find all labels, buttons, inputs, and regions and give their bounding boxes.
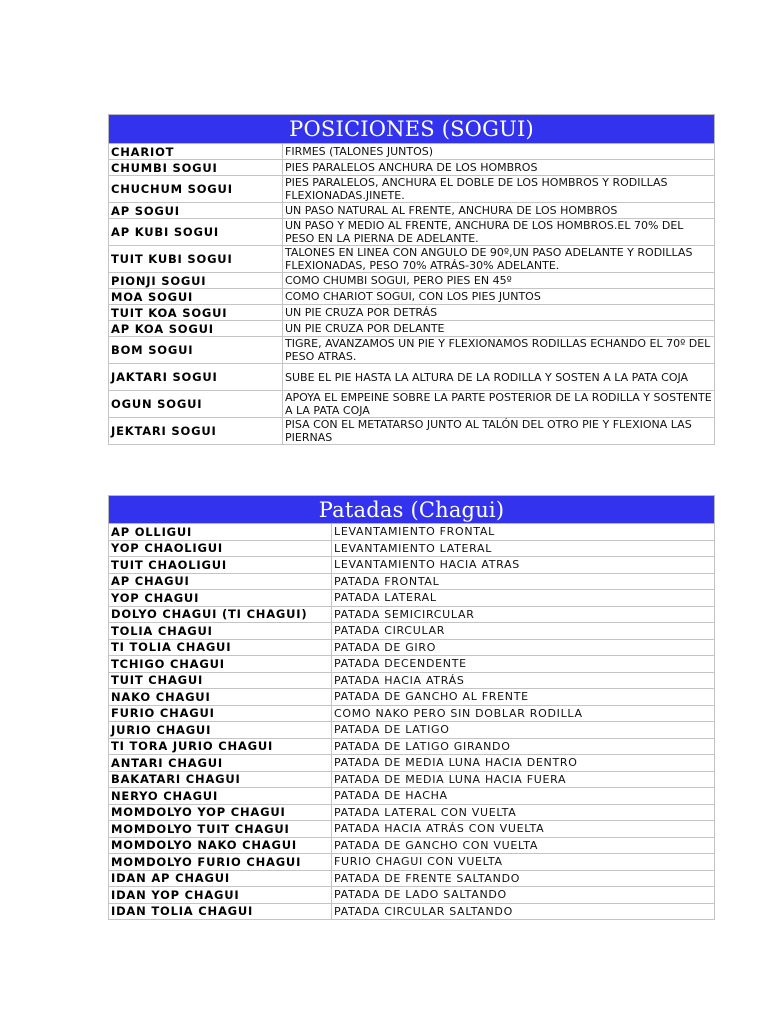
table-row [109, 203, 715, 219]
row-description: COMO CHARIOT SOGUI, CON LOS PIES JUNTOS [283, 289, 715, 305]
row-term: CHUCHUM SOGUI [109, 176, 283, 203]
positions-title: POSICIONES (SOGUI) [109, 115, 715, 144]
row-term: TUIT CHAOLIGUI [109, 557, 332, 574]
table-row [109, 738, 715, 755]
table-row [109, 321, 715, 337]
row-term: MOMDOLYO YOP CHAGUI [109, 804, 332, 821]
row-description: LEVANTAMIENTO LATERAL [332, 540, 715, 557]
table-row [109, 606, 715, 623]
kicks-table [108, 495, 715, 920]
row-description: PATADA SEMICIRCULAR [332, 606, 715, 623]
row-description: PATADA DE HACHA [332, 788, 715, 805]
row-description: UN PIE CRUZA POR DELANTE [283, 321, 715, 337]
row-term: ANTARI CHAGUI [109, 755, 332, 772]
table-row [109, 246, 715, 273]
row-description: PIES PARALELOS ANCHURA DE LOS HOMBROS [283, 160, 715, 176]
table-row [109, 524, 715, 541]
row-term: BOM SOGUI [109, 337, 283, 364]
row-term: TUIT CHAGUI [109, 672, 332, 689]
row-description: PATADA HACIA ATRÁS [332, 672, 715, 689]
row-description: PATADA DE MEDIA LUNA HACIA DENTRO [332, 755, 715, 772]
kicks-title: Patadas (Chagui) [109, 496, 715, 524]
table-row [109, 176, 715, 203]
table-row [109, 289, 715, 305]
row-description: TALONES EN LINEA CON ANGULO DE 90º,UN PASO ADELANTE Y RODILLAS FLEXIONADAS, PESO 70% ATRÁS-30% ADELANTE. [283, 246, 715, 273]
table-row [109, 903, 715, 920]
row-term: TOLIA CHAGUI [109, 623, 332, 640]
table-row [109, 755, 715, 772]
row-term: NERYO CHAGUI [109, 788, 332, 805]
row-term: OGUN SOGUI [109, 391, 283, 418]
table-row [109, 144, 715, 160]
row-term: AP OLLIGUI [109, 524, 332, 541]
row-term: AP SOGUI [109, 203, 283, 219]
row-description: APOYA EL EMPEINE SOBRE LA PARTE POSTERIOR DE LA RODILLA Y SOSTENTE A LA PATA COJA [283, 391, 715, 418]
row-term: NAKO CHAGUI [109, 689, 332, 706]
row-description: SUBE EL PIE HASTA LA ALTURA DE LA RODILLA Y SOSTEN A LA PATA COJA [283, 364, 715, 391]
row-term: TI TOLIA CHAGUI [109, 639, 332, 656]
table-row [109, 837, 715, 854]
table-row [109, 804, 715, 821]
row-term: JURIO CHAGUI [109, 722, 332, 739]
row-term: BAKATARI CHAGUI [109, 771, 332, 788]
table-row [109, 573, 715, 590]
kicks-body [109, 524, 715, 920]
row-description: PATADA DE MEDIA LUNA HACIA FUERA [332, 771, 715, 788]
table-row [109, 219, 715, 246]
row-term: AP KOA SOGUI [109, 321, 283, 337]
row-description: PATADA DE GANCHO CON VUELTA [332, 837, 715, 854]
table-row [109, 590, 715, 607]
row-term: YOP CHAGUI [109, 590, 332, 607]
table-row [109, 821, 715, 838]
row-description: LEVANTAMIENTO HACIA ATRAS [332, 557, 715, 574]
table-row [109, 540, 715, 557]
row-term: IDAN AP CHAGUI [109, 870, 332, 887]
table-row [109, 557, 715, 574]
row-description: PATADA FRONTAL [332, 573, 715, 590]
table-row [109, 854, 715, 871]
table-row [109, 391, 715, 418]
table-row [109, 870, 715, 887]
table-row [109, 722, 715, 739]
row-description: COMO CHUMBI SOGUI, PERO PIES EN 45º [283, 273, 715, 289]
table-row [109, 273, 715, 289]
row-term: TUIT KUBI SOGUI [109, 246, 283, 273]
row-description: PATADA DE LATIGO GIRANDO [332, 738, 715, 755]
row-description: LEVANTAMIENTO FRONTAL [332, 524, 715, 541]
row-description: COMO NAKO PERO SIN DOBLAR RODILLA [332, 705, 715, 722]
table-row [109, 771, 715, 788]
row-term: JEKTARI SOGUI [109, 418, 283, 445]
row-term: MOMDOLYO FURIO CHAGUI [109, 854, 332, 871]
row-term: PIONJI SOGUI [109, 273, 283, 289]
row-term: MOMDOLYO NAKO CHAGUI [109, 837, 332, 854]
table-row [109, 689, 715, 706]
row-description: PATADA DE LADO SALTANDO [332, 887, 715, 904]
row-term: TI TORA JURIO CHAGUI [109, 738, 332, 755]
table-row [109, 705, 715, 722]
row-description: PATADA LATERAL [332, 590, 715, 607]
row-description: PATADA DECENDENTE [332, 656, 715, 673]
row-term: TCHIGO CHAGUI [109, 656, 332, 673]
row-description: PATADA HACIA ATRÁS CON VUELTA [332, 821, 715, 838]
row-description: FIRMES (TALONES JUNTOS) [283, 144, 715, 160]
row-term: MOMDOLYO TUIT CHAGUI [109, 821, 332, 838]
row-description: PATADA CIRCULAR [332, 623, 715, 640]
row-description: PATADA CIRCULAR SALTANDO [332, 903, 715, 920]
row-description: PATADA DE FRENTE SALTANDO [332, 870, 715, 887]
row-description: UN PASO NATURAL AL FRENTE, ANCHURA DE LOS HOMBROS [283, 203, 715, 219]
table-row [109, 887, 715, 904]
row-term: CHUMBI SOGUI [109, 160, 283, 176]
row-term: FURIO CHAGUI [109, 705, 332, 722]
row-description: PISA CON EL METATARSO JUNTO AL TALÓN DEL OTRO PIE Y FLEXIONA LAS PIERNAS [283, 418, 715, 445]
table-row [109, 656, 715, 673]
row-description: TIGRE, AVANZAMOS UN PIE Y FLEXIONAMOS RODILLAS ECHANDO EL 70º DEL PESO ATRAS. [283, 337, 715, 364]
row-term: AP CHAGUI [109, 573, 332, 590]
positions-body [109, 144, 715, 445]
row-description: PIES PARALELOS, ANCHURA EL DOBLE DE LOS HOMBROS Y RODILLAS FLEXIONADAS.JINETE. [283, 176, 715, 203]
row-term: MOA SOGUI [109, 289, 283, 305]
positions-table [108, 114, 715, 445]
row-term: TUIT KOA SOGUI [109, 305, 283, 321]
row-term: JAKTARI SOGUI [109, 364, 283, 391]
row-term: DOLYO CHAGUI (TI CHAGUI) [109, 606, 332, 623]
table-row [109, 337, 715, 364]
table-row [109, 623, 715, 640]
row-description: PATADA LATERAL CON VUELTA [332, 804, 715, 821]
table-row [109, 672, 715, 689]
row-term: CHARIOT [109, 144, 283, 160]
row-description: UN PIE CRUZA POR DETRÁS [283, 305, 715, 321]
table-row [109, 305, 715, 321]
table-row [109, 364, 715, 391]
row-description: PATADA DE GANCHO AL FRENTE [332, 689, 715, 706]
row-description: FURIO CHAGUI CON VUELTA [332, 854, 715, 871]
row-term: YOP CHAOLIGUI [109, 540, 332, 557]
row-description: UN PASO Y MEDIO AL FRENTE, ANCHURA DE LOS HOMBROS.EL 70% DEL PESO EN LA PIERNA DE ADELANTE. [283, 219, 715, 246]
table-row [109, 418, 715, 445]
row-term: AP KUBI SOGUI [109, 219, 283, 246]
table-row [109, 639, 715, 656]
table-row [109, 788, 715, 805]
row-term: IDAN TOLIA CHAGUI [109, 903, 332, 920]
row-description: PATADA DE GIRO [332, 639, 715, 656]
row-term: IDAN YOP CHAGUI [109, 887, 332, 904]
row-description: PATADA DE LATIGO [332, 722, 715, 739]
table-row [109, 160, 715, 176]
